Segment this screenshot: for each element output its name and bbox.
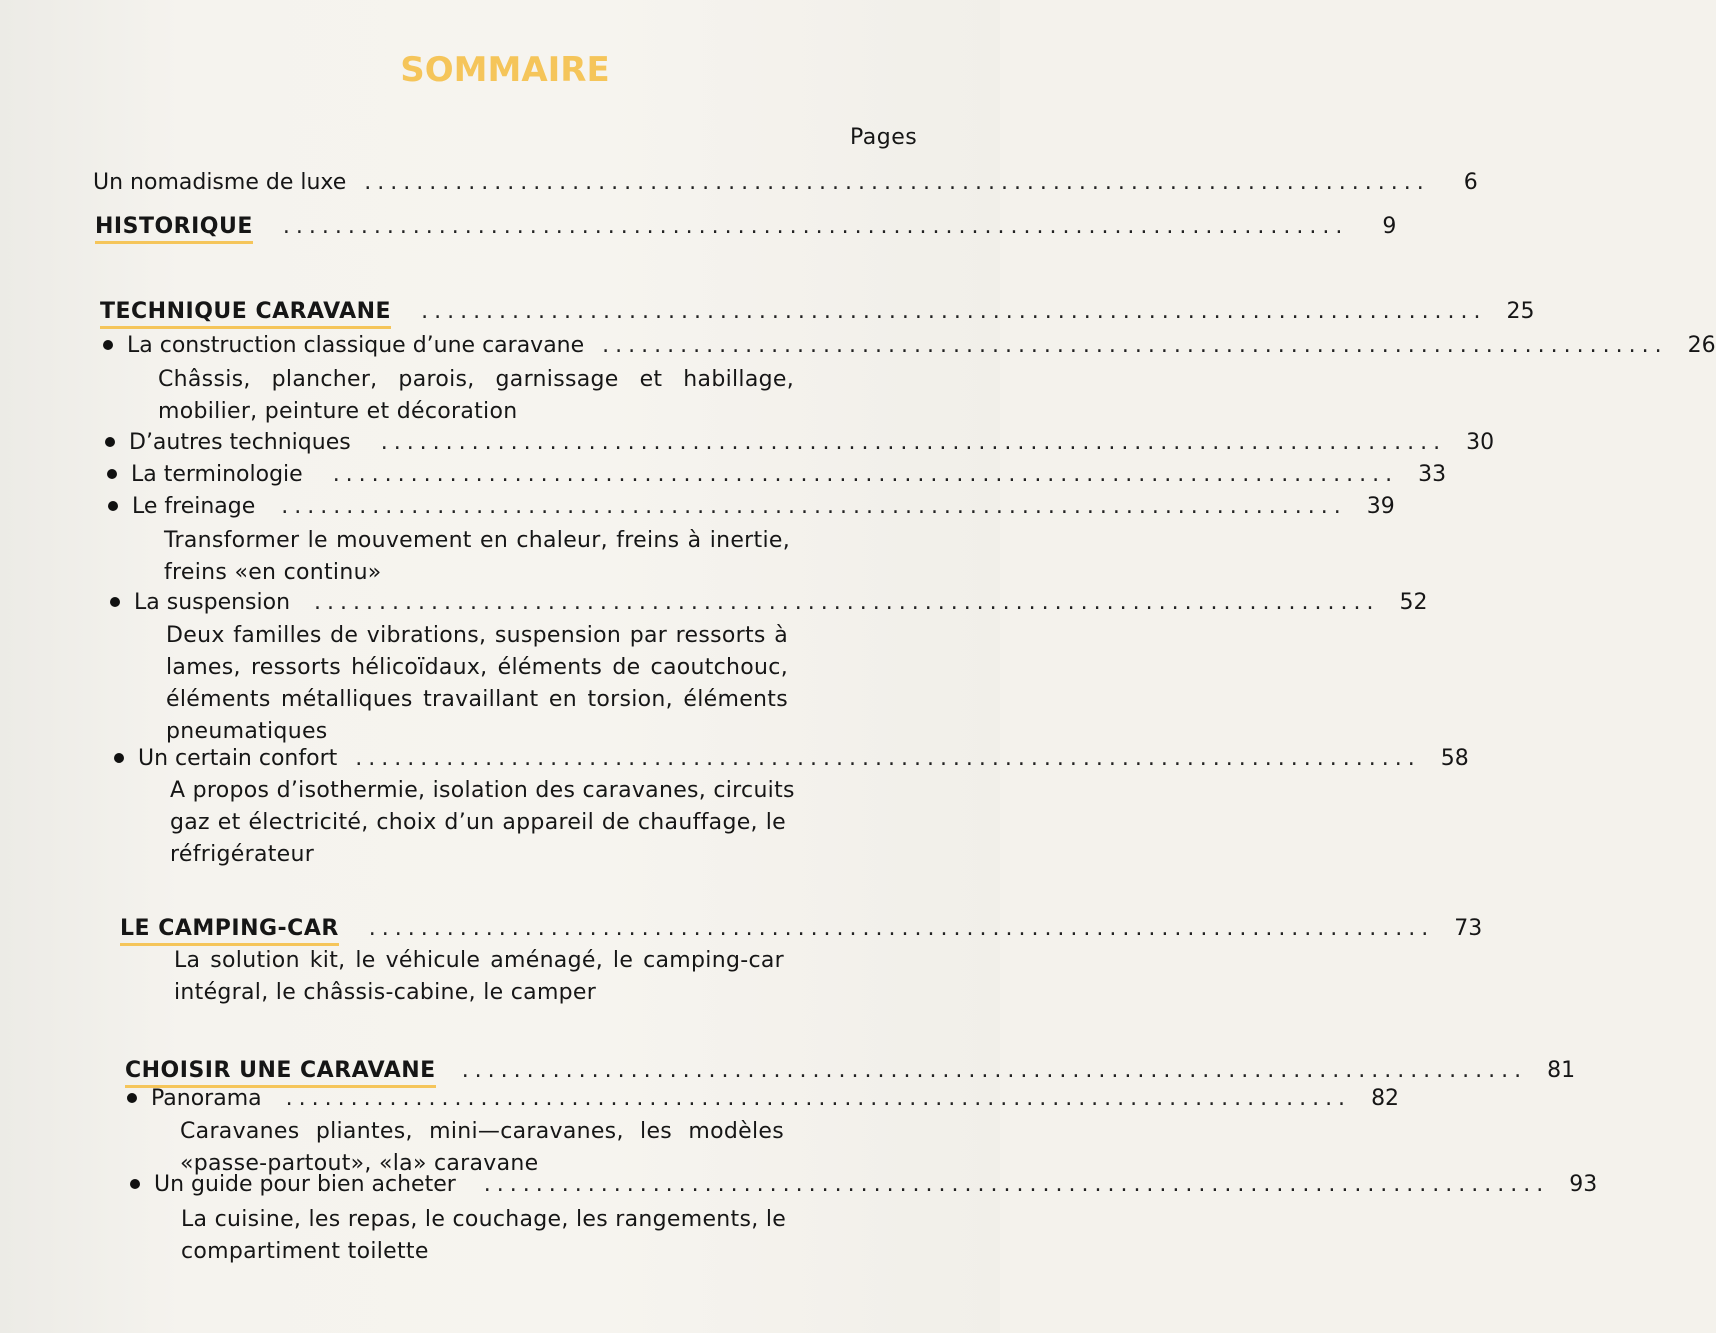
toc-entry-confort[interactable] xyxy=(114,746,1469,771)
bullet-icon xyxy=(105,437,115,447)
leader-dots: .................................................................................. xyxy=(380,430,1447,455)
toc-section-camping-car[interactable] xyxy=(120,916,1483,946)
bullet-icon xyxy=(103,340,113,350)
leader-dots: .................................................................................. xyxy=(483,1172,1550,1197)
entry-page: 58 xyxy=(1440,746,1469,771)
entry-page: 93 xyxy=(1569,1172,1598,1197)
bullet-icon xyxy=(110,597,120,607)
entry-label: D’autres techniques xyxy=(129,430,351,455)
bullet-icon xyxy=(127,1093,137,1103)
entry-label: La construction classique d’une caravane xyxy=(127,333,585,358)
leader-dots: .................................................................................. xyxy=(368,916,1435,941)
leader-dots: .................................................................................. xyxy=(332,462,1399,487)
toc-entry-intro[interactable] xyxy=(93,170,1478,195)
leader-dots: .................................................................................. xyxy=(282,214,1349,239)
entry-page: 26 xyxy=(1687,333,1716,358)
entry-description: Caravanes pliantes, mini—caravanes, les modèles «passe-partout», «la» caravane xyxy=(180,1119,784,1176)
toc-section-choisir[interactable] xyxy=(125,1058,1576,1088)
entry-description: Châssis, plancher, parois, garnissage et habillage, mobilier, peinture et décoration xyxy=(158,367,794,424)
bullet-icon xyxy=(107,469,117,479)
leader-dots: .................................................................................. xyxy=(285,1086,1352,1111)
entry-description: Deux familles de vibrations, suspension par ressorts à lames, ressorts hélicoïdaux, éléments de caoutchouc, éléments métalliques travaillant en torsion, éléments pneumatiques xyxy=(166,623,788,744)
page-title: SOMMAIRE xyxy=(400,50,610,90)
entry-label: La terminologie xyxy=(131,462,303,487)
toc-entry-construction[interactable] xyxy=(103,333,1716,358)
entry-label: Un certain confort xyxy=(138,746,338,771)
leader-dots: .................................................................................. xyxy=(364,170,1430,195)
entry-page: 9 xyxy=(1382,214,1397,239)
entry-description: La cuisine, les repas, le couchage, les rangements, le compartiment toilette xyxy=(181,1207,787,1264)
entry-description: A propos d’isothermie, isolation des caravanes, circuits gaz et électricité, choix d’un appareil de chauffage, le réfrigérateur xyxy=(170,778,795,867)
section-label: LE CAMPING-CAR xyxy=(120,916,339,946)
entry-page: 81 xyxy=(1547,1058,1576,1083)
toc-section-historique[interactable] xyxy=(95,214,1397,244)
entry-label: Panorama xyxy=(151,1086,262,1111)
entry-page: 73 xyxy=(1454,916,1483,941)
entry-description: Transformer le mouvement en chaleur, freins à inertie, freins «en continu» xyxy=(164,528,790,585)
entry-page: 25 xyxy=(1506,299,1535,324)
entry-label: Le freinage xyxy=(132,494,256,519)
toc-entry-panorama[interactable] xyxy=(127,1086,1400,1111)
toc-entry-suspension[interactable] xyxy=(110,590,1428,615)
entry-page: 82 xyxy=(1371,1086,1400,1111)
section-label: CHOISIR UNE CARAVANE xyxy=(125,1058,436,1088)
toc-entry-terminologie[interactable] xyxy=(107,462,1447,487)
leader-dots: .................................................................................. xyxy=(602,333,1668,358)
leader-dots: .................................................................................. xyxy=(355,746,1421,771)
entry-label: La suspension xyxy=(134,590,291,615)
bullet-icon xyxy=(108,501,118,511)
entry-label: Un guide pour bien acheter xyxy=(154,1172,456,1197)
section-label: TECHNIQUE CARAVANE xyxy=(100,299,391,329)
entry-label: Un nomadisme de luxe xyxy=(93,170,347,195)
entry-page: 33 xyxy=(1418,462,1447,487)
section-label: HISTORIQUE xyxy=(95,214,253,244)
pages-column-label: Pages xyxy=(850,125,918,150)
entry-page: 30 xyxy=(1466,430,1495,455)
toc-entry-autres[interactable] xyxy=(105,430,1495,455)
entry-page: 6 xyxy=(1463,170,1478,195)
leader-dots: .................................................................................. xyxy=(421,299,1487,324)
leader-dots: .................................................................................. xyxy=(314,590,1380,615)
entry-page: 52 xyxy=(1399,590,1428,615)
leader-dots: .................................................................................. xyxy=(461,1058,1528,1083)
bullet-icon xyxy=(114,753,124,763)
entry-description: La solution kit, le véhicule aménagé, le camping-car intégral, le châssis-cabine, le camper xyxy=(174,948,784,1005)
bullet-icon xyxy=(130,1179,140,1189)
toc-section-technique[interactable] xyxy=(100,299,1535,329)
leader-dots: .................................................................................. xyxy=(281,494,1347,519)
entry-page: 39 xyxy=(1366,494,1395,519)
toc-entry-freinage[interactable] xyxy=(108,494,1395,519)
toc-entry-guide[interactable] xyxy=(130,1172,1598,1197)
